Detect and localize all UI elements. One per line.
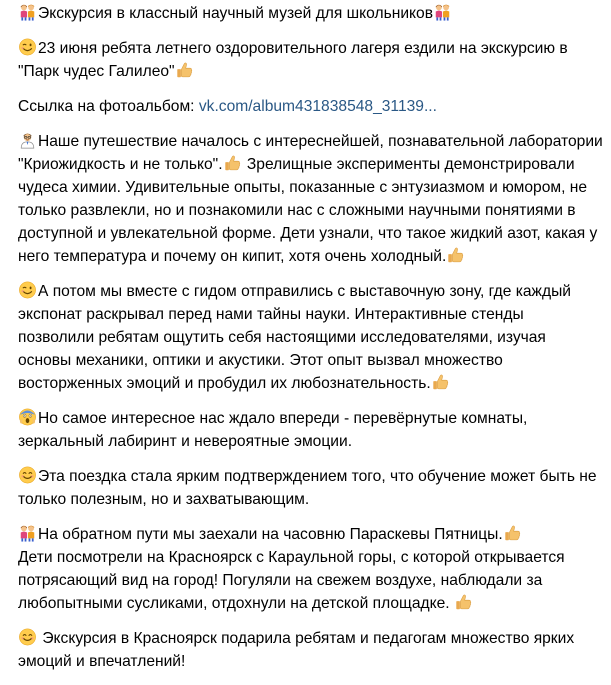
wink-emoji-icon [18, 38, 37, 56]
kids-emoji-icon [18, 3, 37, 21]
chapel-text: На обратном пути мы заехали на часовню Параскевы Пятницы. [38, 526, 503, 543]
thumbs-up-emoji-icon [175, 61, 194, 79]
expo-text: А потом мы вместе с гидом отправились с выставочную зону, где каждый экспонат раскрывал перед нами тайны науки. Интерактивные стенды позволили ребятам ощутить себя настоящими исследователями, изучая основы механики, оптики и акустики. Этот опыт вызвал множество восторженных эмоций и пробудил их любознательность. [18, 283, 571, 392]
intro-paragraph [18, 37, 603, 83]
kids-emoji-icon [18, 524, 37, 542]
lab-text-1: Наше путешествие началось с интереснейшей, познавательной лаборатории "Криожидкость и не только". [18, 133, 603, 173]
album-link[interactable]: vk.com/album431838548_31139... [198, 98, 437, 115]
wink-emoji-icon [18, 281, 37, 299]
trip-text: Эта поездка стала ярким подтверждением того, что обучение может быть не только полезным, но и захватывающим. [18, 468, 597, 508]
chapel-paragraph [18, 523, 603, 615]
intro-text: 23 июня ребята летнего оздоровительного лагеря ездили на экскурсию в "Парк чудес Галилео" [18, 40, 568, 80]
post-title-text: Экскурсия в классный научный музей для школьников [38, 5, 434, 22]
hill-text: Дети посмотрели на Красноярск с Караульной горы, с которой открывается потрясающий вид на город! Погуляли на свежем воздухе, наблюдали за любопытными сусликами, отдохнули на детской площадке. [18, 549, 565, 612]
thumbs-up-emoji-icon [446, 246, 465, 264]
smile-emoji-icon [18, 628, 37, 646]
album-label: Ссылка на фотоальбом: [18, 98, 199, 115]
kids-emoji-icon [433, 3, 452, 21]
thumbs-up-emoji-icon [503, 524, 522, 542]
trip-paragraph [18, 465, 603, 511]
post-title [18, 2, 603, 25]
lab-text-2: Зрелищные эксперименты демонстрировали чудеса химии. Удивительные опыты, показанные с энтузиазмом и юмором, не только развлекли, но и познакомили нас с сложными научными понятиями в доступной и увлекательной форме. Дети узнали, что такое жидкий азот, какая у него температура и почему он кипит, хотя очень холодный. [18, 156, 598, 265]
rooms-paragraph [18, 407, 603, 453]
rooms-text: Но самое интересное нас ждало впереди - перевёрнутые комнаты, зеркальный лабиринт и невероятные эмоции. [18, 410, 528, 450]
lab-paragraph [18, 130, 603, 268]
scientist-emoji-icon [18, 131, 37, 149]
expo-paragraph [18, 280, 603, 395]
thumbs-up-emoji-icon [454, 593, 473, 611]
post-text [18, 2, 603, 685]
smile-emoji-icon [18, 466, 37, 484]
scream-emoji-icon [18, 408, 37, 426]
thumbs-up-emoji-icon [431, 373, 450, 391]
album-paragraph [18, 95, 603, 118]
final-text: Экскурсия в Красноярск подарила ребятам и педагогам множество ярких эмоций и впечатлений! [18, 630, 575, 670]
thumbs-up-emoji-icon [223, 154, 242, 172]
final-paragraph [18, 627, 603, 673]
